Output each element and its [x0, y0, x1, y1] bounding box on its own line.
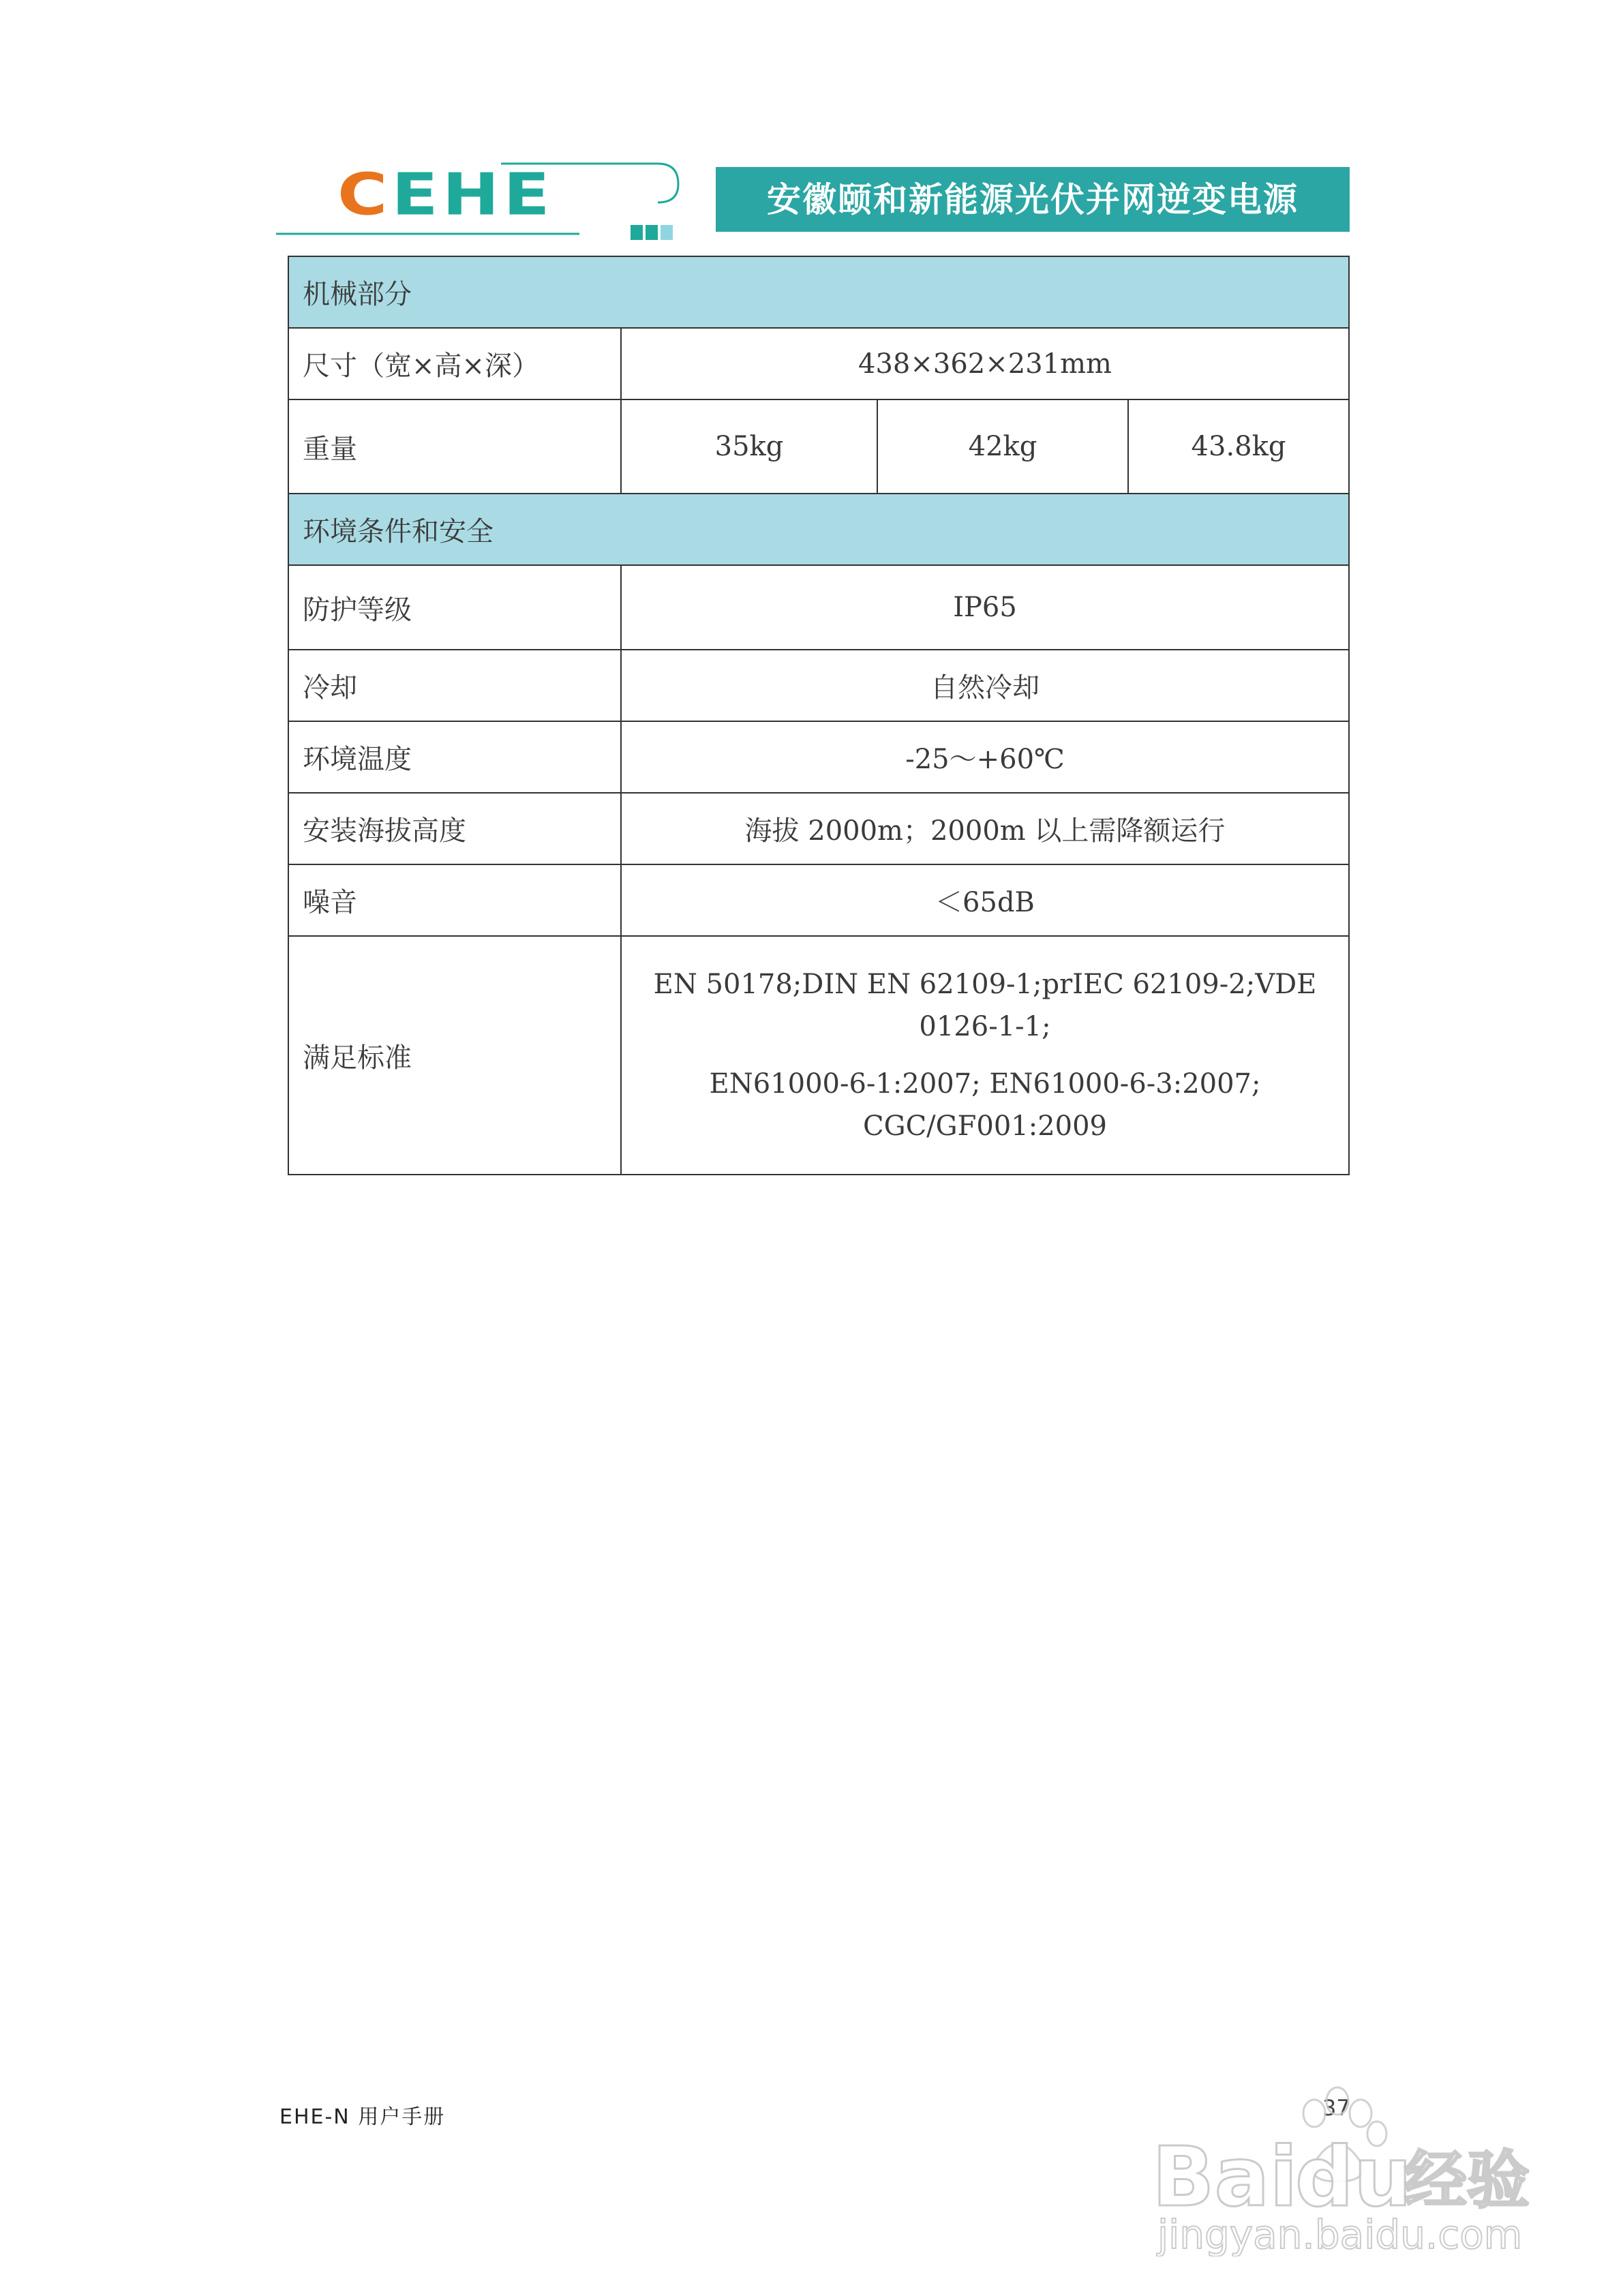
- svg-text:经验: 经验: [1404, 2144, 1530, 2217]
- table-row-size: [288, 328, 1349, 399]
- svg-text:jingyan.baidu.com: jingyan.baidu.com: [1157, 2211, 1523, 2256]
- table-row: [288, 864, 1349, 936]
- row-label-altitude: 安装海拔高度: [288, 793, 621, 864]
- logo-letter-c: C: [337, 160, 392, 228]
- table-row: [288, 793, 1349, 864]
- row-label-cooling: 冷却: [288, 650, 621, 721]
- row-value-cooling: 自然冷却: [621, 650, 1349, 721]
- row-label-noise: 噪音: [288, 864, 621, 936]
- page-number: 37: [1322, 2095, 1350, 2121]
- company-logo: [276, 160, 685, 245]
- row-label-temperature: 环境温度: [288, 721, 621, 793]
- svg-text:du: du: [1295, 2130, 1412, 2225]
- standards-line-4: CGC/GF001:2009: [863, 1111, 1107, 1142]
- table-row: [288, 565, 1349, 650]
- row-value-altitude: 海拔 2000m；2000m 以上需降额运行: [621, 793, 1349, 864]
- section-title-environment: 环境条件和安全: [288, 494, 1349, 565]
- row-value-standards: [621, 936, 1349, 1175]
- spec-table: [288, 256, 1350, 1175]
- table-row-standards: [288, 936, 1349, 1175]
- footer-manual-title: EHE-N 用户手册: [279, 2105, 446, 2129]
- header-banner-title: 安徽颐和新能源光伏并网逆变电源: [716, 167, 1350, 232]
- standards-line-2: 0126-1-1;: [919, 1011, 1051, 1042]
- logo-letter-e2: E: [503, 160, 554, 228]
- standards-line-3: EN61000-6-1:2007; EN61000-6-3:2007;: [709, 1068, 1261, 1100]
- row-label-size: 尺寸（宽×高×深）: [288, 328, 621, 399]
- row-value-protection: IP65: [621, 565, 1349, 650]
- row-value-size: 438×362×231mm: [621, 328, 1349, 399]
- row-label-weight: 重量: [288, 399, 621, 494]
- svg-text:Bai: Bai: [1152, 2130, 1298, 2225]
- logo-wordmark: [337, 160, 554, 228]
- table-row: [288, 650, 1349, 721]
- table-row-weight: [288, 399, 1349, 494]
- standards-line-1: EN 50178;DIN EN 62109-1;prIEC 62109-2;VDE: [653, 969, 1317, 1000]
- logo-letter-h: H: [442, 160, 504, 228]
- logo-letter-e1: E: [391, 160, 442, 228]
- baidu-watermark-logo: [1152, 2059, 1561, 2256]
- standards-spacer: [642, 1048, 1328, 1063]
- row-value-weight-2: 42kg: [877, 399, 1128, 494]
- row-value-temperature: -25～+60℃: [621, 721, 1349, 793]
- row-value-weight-1: 35kg: [621, 399, 877, 494]
- table-row: [288, 721, 1349, 793]
- row-value-weight-3: 43.8kg: [1128, 399, 1349, 494]
- row-label-protection: 防护等级: [288, 565, 621, 650]
- section-row-environment: [288, 494, 1349, 565]
- row-label-standards: 满足标准: [288, 936, 621, 1175]
- row-value-noise: ＜65dB: [621, 864, 1349, 936]
- section-title-mechanical: 机械部分: [288, 256, 1349, 328]
- section-row-mechanical: [288, 256, 1349, 328]
